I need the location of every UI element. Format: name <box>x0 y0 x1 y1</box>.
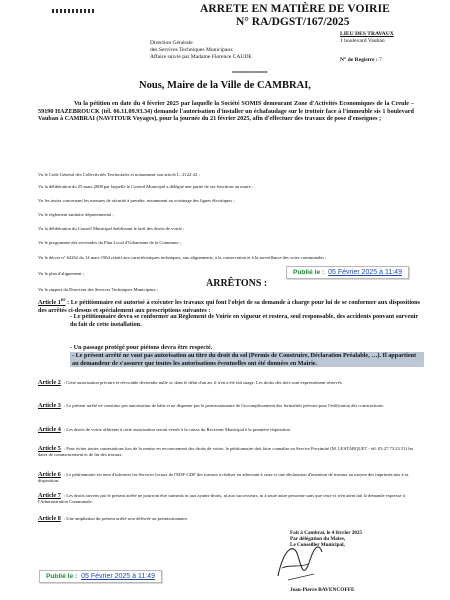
registry-number <box>340 57 382 63</box>
article-3 <box>38 403 420 409</box>
petition-paragraph: Vu la pétition en date du 4 février 2025 par laquelle la Société SOMIS demeurant Zone d'Activités Economiques de la Creule – 59190 HAZEBROUCK (tél. 06.11.09.93.34) demande l'autorisation d'installer un échafaudage sur le trottoir face à l'immeuble sis 1 boulevard Vauban à CAMBRAI (NAVITOUR Voyages), pour la journée du 21 février 2025, afin d'effectuer des travaux de pose d'enseignes ; <box>38 100 414 123</box>
vu-item: Vu le plan d'alignement ; <box>38 271 84 276</box>
prescription-item: - Le pétitionnaire devra se conformer au Règlement de Voirie en vigueur et restera, seul responsable, des accidents pouvant survenir du fait de cette installation. <box>70 313 419 328</box>
signature-line: Fait à Cambrai, le 4 février 2025 <box>290 530 363 536</box>
article-text: : Le présent arrêté ne constitue pas autorisation de bâtir et ne dispense pas le permissionnaire de l'accomplissement des formalités prévues pour l'édification des constructions. <box>63 403 385 408</box>
signature-line: Le Conseiller Municipal, <box>290 542 345 549</box>
mayor-heading: Nous, Maire de la Ville de CAMBRAI, <box>139 80 311 91</box>
article-label: Article 7 <box>38 492 61 499</box>
vu-item: Vu le Code Général des Collectivités Territoriales et notamment son article L. 2122-22 ; <box>38 172 200 177</box>
article-text: : Les droits ouverts par le présent arrêté ne pourront être transmis ni aux ayants-droits, ni aux successeurs, ni à toute autre personne sans que ceux-ci n'en aient fait la demande expresse à l'Administration Communale. <box>38 493 405 504</box>
article-7 <box>38 493 420 504</box>
vu-item: Vu la délibération du Conseil Municipal établissant le tarif des droits de voirie ; <box>38 226 185 231</box>
vu-item: Vu le programme des servitudes du Plan Local d'Urbanisme de la Commune ; <box>38 240 181 245</box>
article-label: Article 4 <box>38 426 61 433</box>
direction-line: Affaire suivie par Madame Florence CAUDE <box>150 54 252 60</box>
article-label <box>38 299 65 306</box>
article-text: : Pour éviter toutes contestations lors de la remise en recouvrement des droits de voirie, le pétitionnaire doit faire connaître au Service Proximité (M. LESTARQUET - tél. 03.27.73.23.51) les dates de commencement et de fin des travaux. <box>38 446 414 457</box>
direction-line: des Services Techniques Municipaux <box>150 47 233 53</box>
separator: ============ <box>232 70 268 76</box>
publication-stamp <box>286 266 409 279</box>
article-text: : Le pétitionnaire est tenu d'informer les Services locaux de l'EDF-GDF des travaux à réaliser en adressant à ceux-ci une déclaration d'intention de travaux au moyen des imprimés mis à sa disposition. <box>38 472 409 483</box>
work-location <box>340 31 394 45</box>
article-label: Article 2 <box>38 379 61 386</box>
article-5 <box>38 446 420 457</box>
article-6 <box>38 472 420 483</box>
article-label: Article 5 <box>38 445 61 452</box>
arretons-heading: ARRÊTONS : <box>206 278 268 289</box>
publication-date: 05 Février 2025 à 11:49 <box>81 573 155 580</box>
article-text: : Cette autorisation précaire et révocable deviendra nulle si, dans le délai d'un an, il n'en a été fait usage. Les droits des tiers sont expressément réservés. <box>63 380 343 385</box>
registry-value: 7 <box>379 57 382 63</box>
publication-label: Publié le : <box>46 573 78 580</box>
city-logo <box>52 0 98 4</box>
vu-item: Vu le règlement sanitaire départemental ; <box>38 212 114 217</box>
article-label: Article 8 <box>38 515 61 522</box>
article-label: Article 6 <box>38 471 61 478</box>
vu-item: Vu les textes concernant les mesures de sécurité à prendre, notamment au voisinage des lignes électriques ; <box>38 198 235 203</box>
publication-stamp-bottom <box>39 570 162 583</box>
article-label-text: Article 1 <box>38 299 61 307</box>
article-text: : Une ampliation du présent arrêté sera délivrée au permissionnaire. <box>63 516 189 521</box>
registry-label: N° de Registre : <box>340 57 378 63</box>
article-8 <box>38 516 420 522</box>
prescription-item-highlighted: - Le présent arrêté ne vaut pas autorisation au titre du droit du sol (Permis de Construire, Déclaration Préalable, …). Il appartient au demandeur de s'assurer que toutes les autorisations éventuelles ont été données en Mairie. <box>70 352 424 367</box>
signatory-name: Jean-Pierre BAVENCOFFE <box>290 587 355 593</box>
signature-line: Par délégation du Maire, <box>290 536 346 543</box>
article-text: : Le pétitionnaire est autorisé à exécuter les travaux qui font l'objet de sa demande à charge pour lui de se conformer aux dispositions des arrêtés ci-dessus et spécialement aux prescriptions suivantes : <box>38 299 420 314</box>
work-location-value: 1 boulevard Vauban <box>340 38 385 44</box>
direction-line: Direction Générale <box>150 40 193 46</box>
article-text: : Les droits de voirie afférents à cette autorisation seront versés à la caisse du Receveur Municipal à la première réquisition. <box>63 427 291 432</box>
direction-block <box>150 40 252 61</box>
prescription-item: - Un passage protégé pour piétons devra être respecté. <box>70 344 213 351</box>
article-2 <box>38 380 420 386</box>
article-label: Article 3 <box>38 402 61 409</box>
vu-item: Vu le décret n° 64262 du 14 mars 1964 relatif aux caractéristiques techniques, aux alignements, à la conservation et à la surveillance des voies communales ; <box>38 255 327 260</box>
vu-item: Vu la délibération du 25 mars 2008 par laquelle le Conseil Municipal a délégué une partie de ses fonctions au maire ; <box>38 184 254 189</box>
document-number: N° RA/DGST/167/2025 <box>236 16 350 28</box>
work-location-label: LIEU DES TRAVAUX <box>340 31 394 37</box>
article-label-sup: er <box>60 297 66 303</box>
publication-label: Publié le : <box>293 269 325 276</box>
article-4 <box>38 427 420 433</box>
publication-date: 05 Février 2025 à 11:49 <box>328 269 402 276</box>
vu-item: Vu le rapport du Directeur des Services Techniques Municipaux ; <box>38 287 159 292</box>
article-1 <box>38 297 420 314</box>
document-title: ARRETE EN MATIÈRE DE VOIRIE <box>200 3 390 15</box>
signature-block <box>290 530 362 549</box>
